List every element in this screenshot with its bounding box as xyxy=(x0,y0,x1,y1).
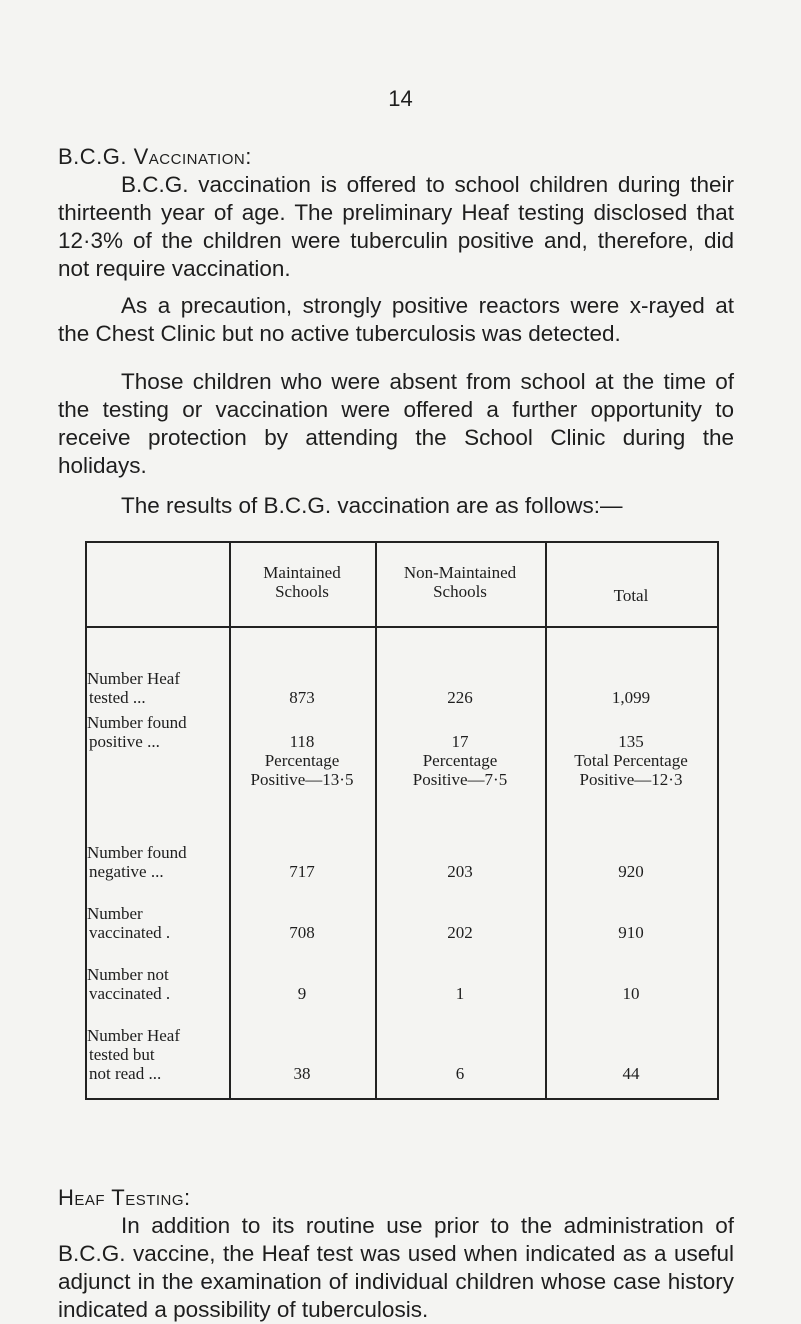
table-col-rule-3 xyxy=(545,541,547,1100)
header-maintained-schools xyxy=(229,563,375,601)
row-label-line: negative ... xyxy=(89,862,164,881)
cell-maintained-found-positive xyxy=(229,732,375,789)
cell-line: Positive—13·5 xyxy=(250,770,354,789)
table-col-rule-2 xyxy=(375,541,377,1100)
paragraph-bcg-intro xyxy=(58,171,734,283)
paragraph-absent-children xyxy=(58,368,734,480)
table-top-rule xyxy=(85,541,719,543)
row-label-line: vaccinated . xyxy=(89,923,171,942)
header-total: Total xyxy=(613,586,649,605)
cell-non-maintained-vaccinated: 202 xyxy=(447,923,473,942)
cell-line: Total Percentage xyxy=(574,751,688,770)
section-heading-heaf: Heaf Testing: xyxy=(58,1185,191,1210)
row-label-tested-not-read xyxy=(87,1026,227,1083)
header-line: Maintained xyxy=(263,563,341,582)
header-non-maintained-schools xyxy=(375,563,545,601)
cell-line: 118 xyxy=(289,732,315,751)
paragraph-text: The results of B.C.G. vaccination are as follows:— xyxy=(121,493,623,518)
paragraph-heaf-testing xyxy=(58,1212,734,1324)
cell-line: Percentage xyxy=(422,751,498,770)
row-label-vaccinated xyxy=(87,904,227,942)
cell-total-not-vaccinated: 10 xyxy=(622,984,640,1003)
cell-maintained-not-vaccinated: 9 xyxy=(297,984,307,1003)
row-label-line: Number found xyxy=(87,843,187,862)
results-table xyxy=(85,541,719,1100)
table-col-rule-1 xyxy=(229,541,231,1100)
section-heading-bcg: B.C.G. Vaccination: xyxy=(58,144,252,169)
cell-non-maintained-found-positive xyxy=(375,732,545,789)
cell-total-found-negative: 920 xyxy=(618,862,644,881)
row-label-line: Number not xyxy=(87,965,169,984)
row-label-found-positive xyxy=(87,713,227,751)
cell-line: Positive—7·5 xyxy=(412,770,508,789)
paragraph-text: As a precaution, strongly positive reactors were x-rayed at the Chest Clinic but no active tuberculosis was detected. xyxy=(58,293,734,346)
table-bottom-rule xyxy=(85,1098,719,1100)
row-label-not-vaccinated xyxy=(87,965,227,1003)
row-label-line: Number Heaf xyxy=(87,669,180,688)
cell-maintained-vaccinated: 708 xyxy=(289,923,315,942)
paragraph-text: B.C.G. vaccination is offered to school children during their thirteenth year of age. The preliminary Heaf testing disclosed that 12·3% of the children were tuberculin positive and, therefore, did not require vaccination. xyxy=(58,172,734,281)
cell-non-maintained-not-vaccinated: 1 xyxy=(455,984,465,1003)
cell-line: 135 xyxy=(618,732,644,751)
row-label-heaf-tested xyxy=(87,669,227,707)
table-right-rule xyxy=(717,541,719,1100)
row-label-found-negative xyxy=(87,843,227,881)
header-line: Schools xyxy=(275,582,329,601)
cell-total-tested-not-read: 44 xyxy=(622,1064,640,1083)
row-label-line: Number xyxy=(87,904,143,923)
row-label-line: Number Heaf xyxy=(87,1026,180,1045)
paragraph-precaution xyxy=(58,292,734,348)
cell-non-maintained-tested-not-read: 6 xyxy=(455,1064,465,1083)
cell-line: Percentage xyxy=(264,751,340,770)
page-number: 14 xyxy=(388,86,413,111)
cell-maintained-heaf-tested: 873 xyxy=(289,688,315,707)
row-label-line: tested ... xyxy=(89,688,146,707)
cell-non-maintained-heaf-tested: 226 xyxy=(447,688,473,707)
row-label-line: positive ... xyxy=(89,732,160,751)
cell-maintained-tested-not-read: 38 xyxy=(293,1064,311,1083)
paragraph-text: In addition to its routine use prior to the administration of B.C.G. vaccine, the Heaf test was used when indicated as a useful adjunct in the examination of individual children whose case history indicated a possibility of tuberculosis. xyxy=(58,1213,734,1322)
cell-non-maintained-found-negative: 203 xyxy=(447,862,473,881)
cell-line: 17 xyxy=(451,732,469,751)
cell-line: Positive—12·3 xyxy=(579,770,683,789)
cell-total-heaf-tested: 1,099 xyxy=(611,688,651,707)
paragraph-results-intro xyxy=(58,492,734,520)
header-line: Schools xyxy=(433,582,487,601)
row-label-line: Number found xyxy=(87,713,187,732)
row-label-line: vaccinated . xyxy=(89,984,171,1003)
header-line: Non-Maintained xyxy=(403,563,517,582)
cell-total-vaccinated: 910 xyxy=(618,923,644,942)
cell-total-found-positive xyxy=(545,732,717,789)
table-header-rule xyxy=(85,626,719,628)
table-left-rule xyxy=(85,541,87,1100)
cell-maintained-found-negative: 717 xyxy=(289,862,315,881)
paragraph-text: Those children who were absent from school at the time of the testing or vaccination were offered a further opportunity to receive protection by attending the School Clinic during the holidays. xyxy=(58,369,734,478)
row-label-line: not read ... xyxy=(89,1064,162,1083)
row-label-line: tested but xyxy=(89,1045,155,1064)
